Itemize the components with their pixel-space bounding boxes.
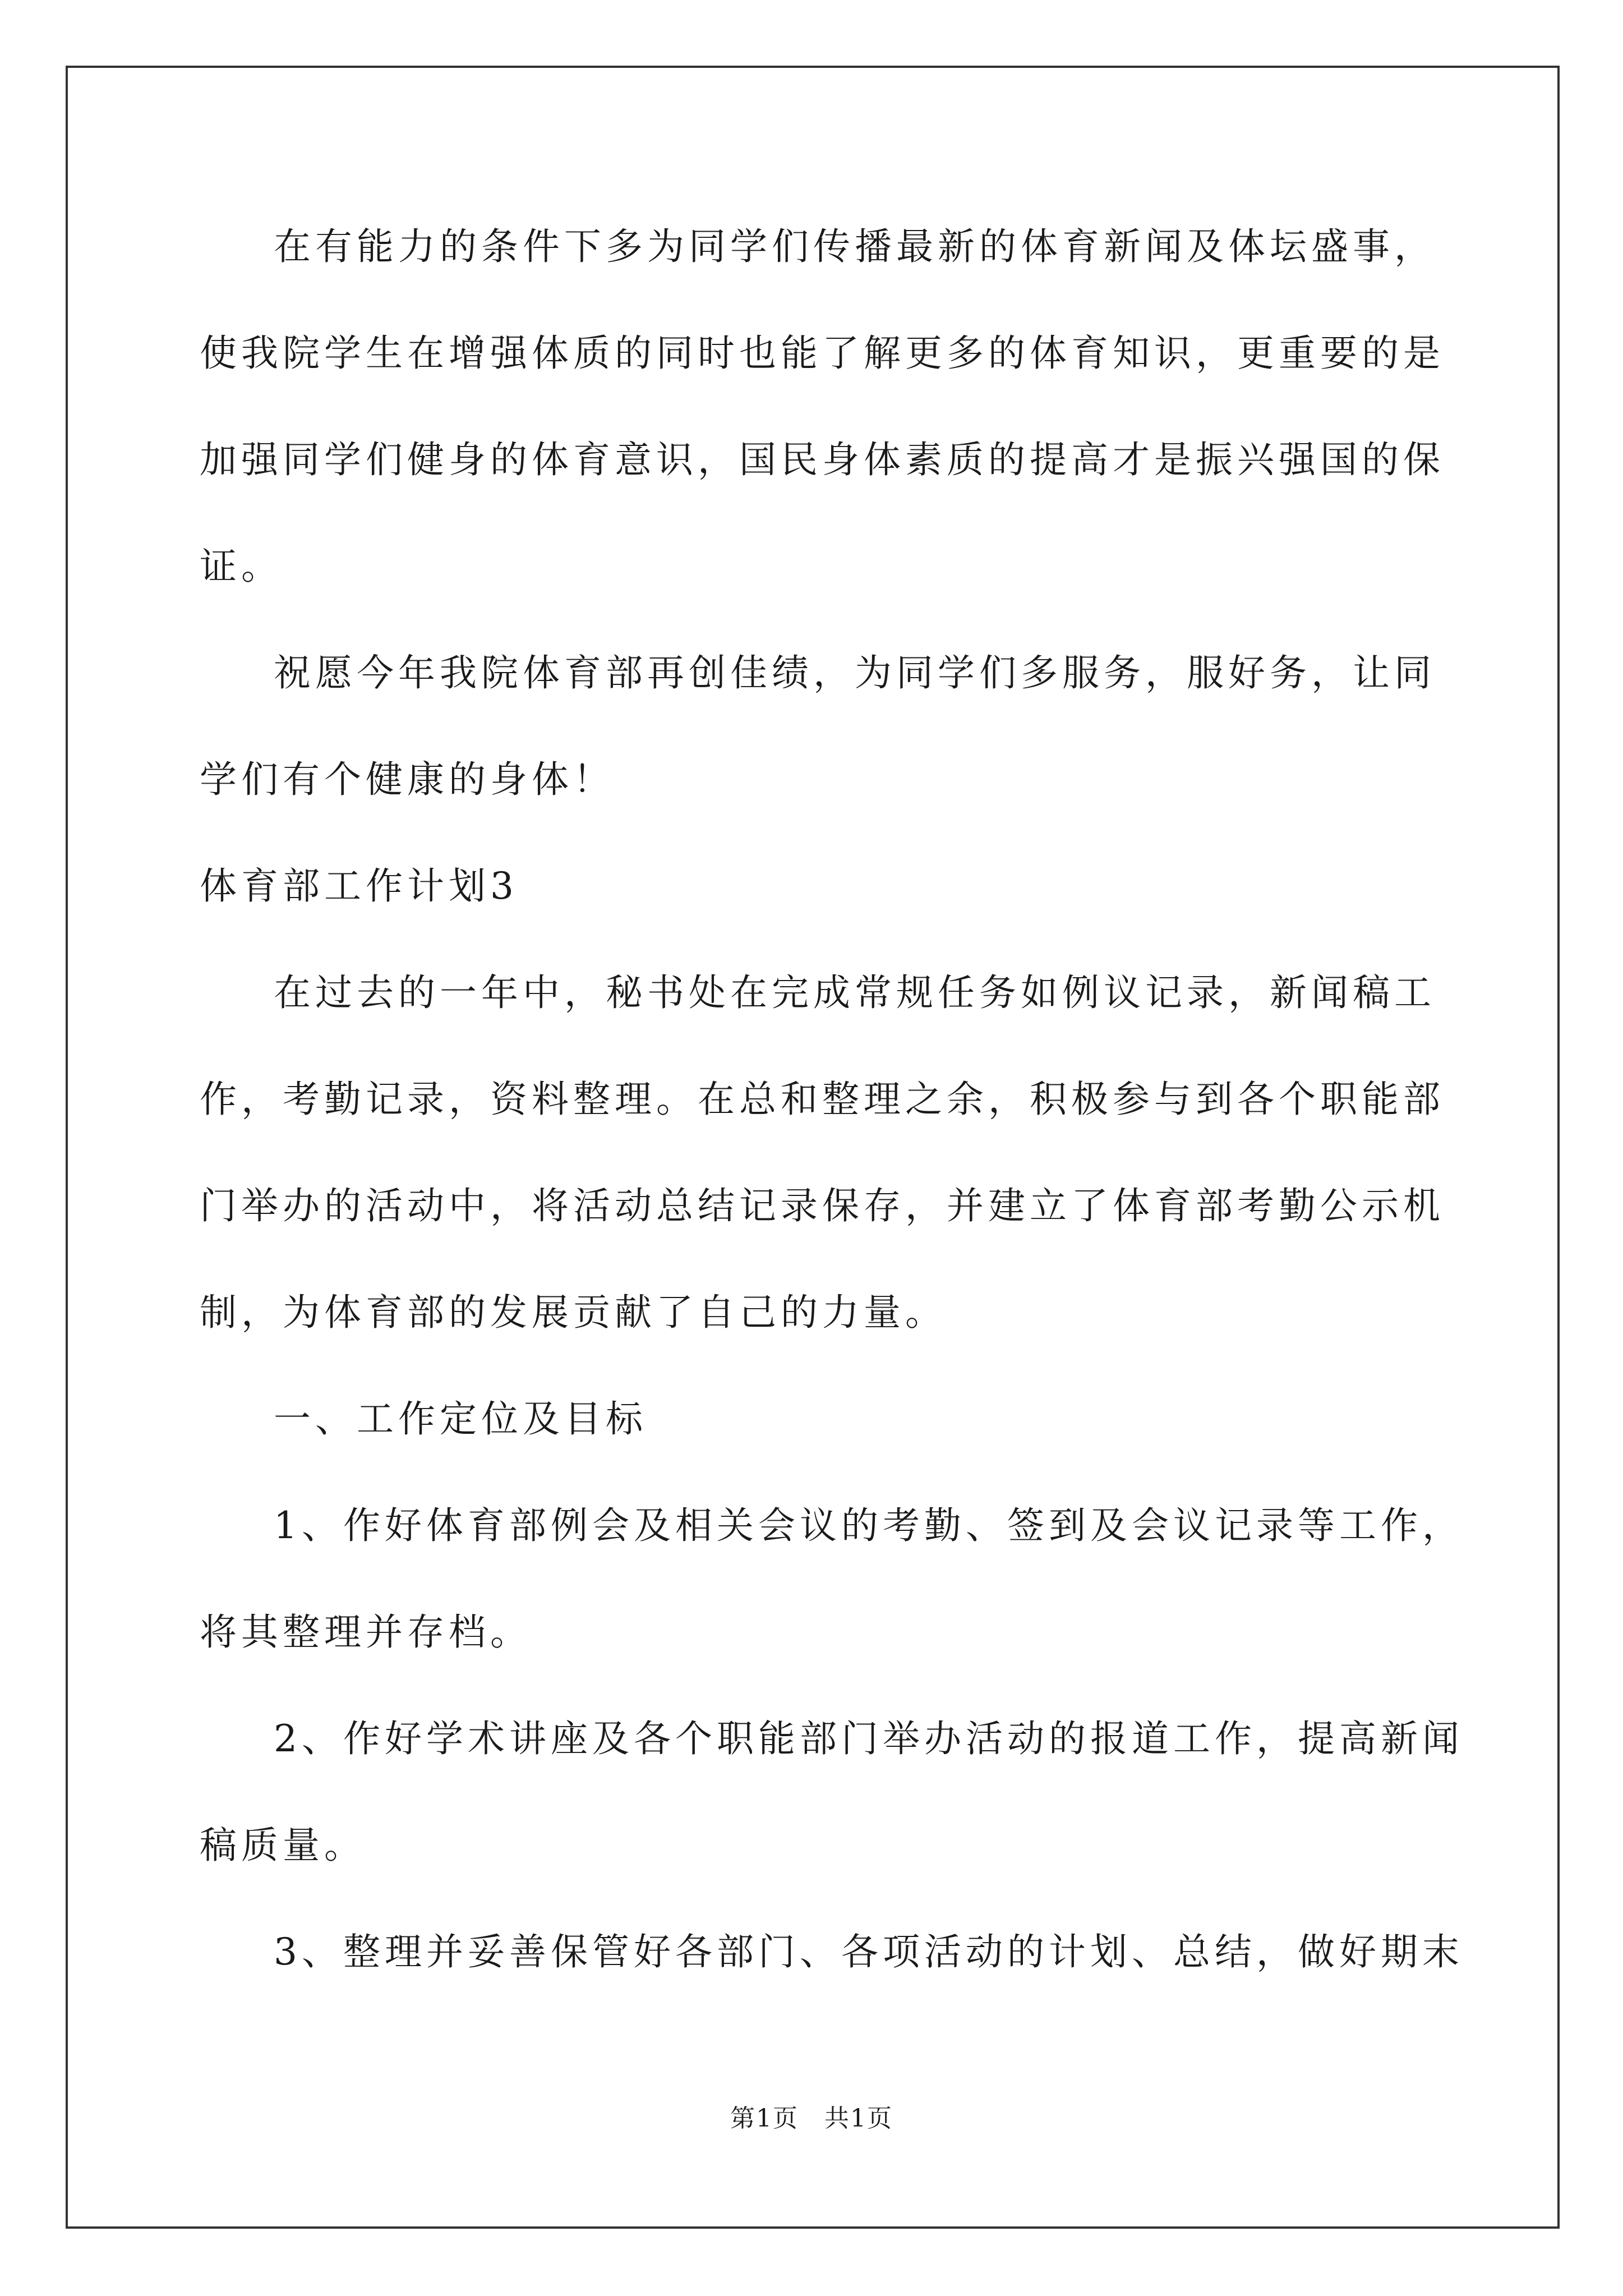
page-frame — [66, 66, 1560, 2229]
text-line: 使我院学生在增强体质的同时也能了解更多的体育知识，更重要的是 — [200, 332, 1445, 375]
text-line: 加强同学们健身的体育意识，国民身体素质的提高才是振兴强国的保 — [200, 438, 1445, 481]
text-line: 稿质量。 — [200, 1824, 366, 1867]
page-number: 第1页 共1页 — [730, 2104, 893, 2133]
list-item: 1、作好体育部例会及相关会议的考勤、签到及会议记录等工作， — [274, 1504, 1464, 1547]
section-heading: 体育部工作计划3 — [200, 864, 518, 908]
list-item: 3、整理并妥善保管好各部门、各项活动的计划、总结，做好期末 — [274, 1930, 1464, 1973]
text-line: 作，考勤记录，资料整理。在总和整理之余，积极参与到各个职能部 — [200, 1078, 1445, 1121]
text-line: 制，为体育部的发展贡献了自己的力量。 — [200, 1291, 947, 1334]
text-line: 门举办的活动中，将活动总结记录保存，并建立了体育部考勤公示机 — [200, 1184, 1445, 1227]
list-item: 2、作好学术讲座及各个职能部门举办活动的报道工作，提高新闻 — [274, 1717, 1464, 1760]
subsection-heading: 一、工作定位及目标 — [274, 1397, 647, 1441]
text-line: 在过去的一年中，秘书处在完成常规任务如例议记录，新闻稿工 — [274, 971, 1436, 1014]
text-line: 学们有个健康的身体！ — [200, 758, 615, 801]
text-line: 将其整理并存档。 — [200, 1611, 532, 1654]
text-line: 证。 — [200, 545, 283, 588]
text-line: 在有能力的条件下多为同学们传播最新的体育新闻及体坛盛事， — [274, 225, 1436, 268]
text-line: 祝愿今年我院体育部再创佳绩，为同学们多服务，服好务，让同 — [274, 651, 1436, 694]
